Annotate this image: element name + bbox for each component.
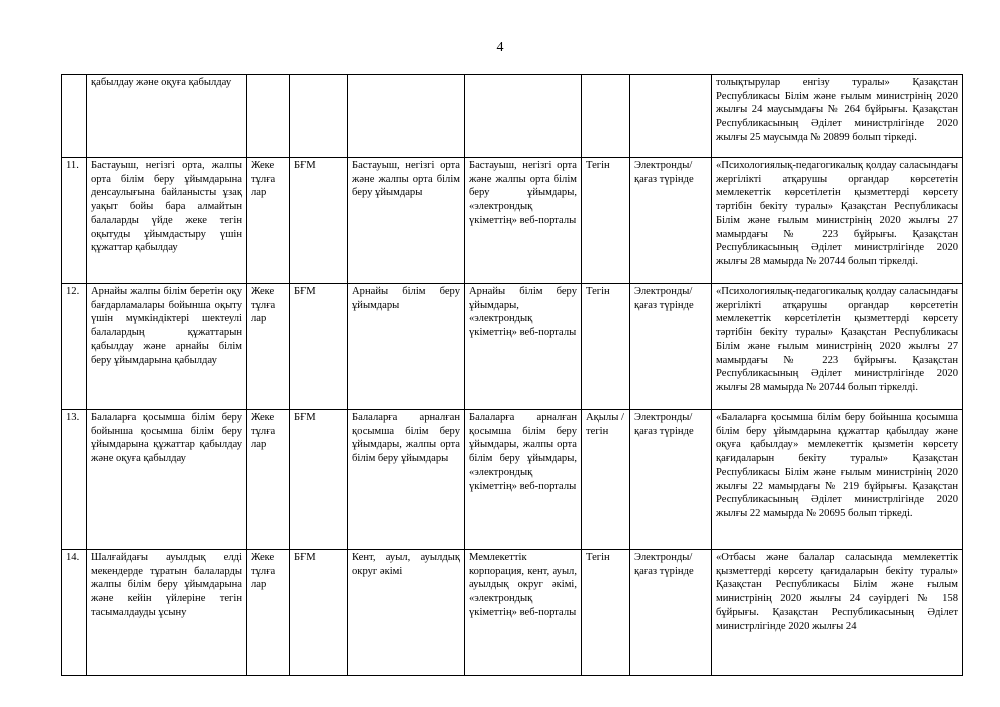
- form: Электронды/ қағаз түрінде: [630, 550, 712, 676]
- legal-basis: «Психологиялық-педагогикалық қолдау саласындағы жергілікті атқарушы органдар көрсететін мемлекеттік көрсетілетін қызметтерді көрсету тәртібін бекіту туралы» Қазақстан Республикасы Білім және ғылым министрінің 2020 жылғы 27 мамырдағы № 223 бұйрығы. Қазақстан Республикасының Әділет министрлігінде 2020 жылғы 28 мамырда № 20744 болып тіркелді.: [712, 284, 963, 410]
- row-number: 11.: [62, 158, 87, 284]
- channel: Балаларға арналған қосымша білім беру ұйымдары, жалпы орта білім беру ұйымдары, «электрондық үкіметтің» веб-порталы: [465, 410, 582, 550]
- channel: Арнайы білім беру ұйымдары, «электрондық үкіметтің» веб-порталы: [465, 284, 582, 410]
- recipient: Жеке тұлға лар: [247, 550, 290, 676]
- service-name: Шалғайдағы ауылдық елді мекендерде тұратын балаларды жалпы білім беру ұйымдарына және кейін үйлеріне тегін тасымалдауды ұсыну: [87, 550, 247, 676]
- recipient: Жеке тұлға лар: [247, 410, 290, 550]
- table-row: [62, 158, 963, 284]
- table-row: [62, 75, 963, 158]
- page-number: 4: [496, 40, 504, 55]
- recipient: Жеке тұлға лар: [247, 158, 290, 284]
- ministry: БҒМ: [290, 158, 348, 284]
- legal-basis: «Психологиялық-педагогикалық қолдау саласындағы жергілікті атқарушы органдар көрсететін мемлекеттік көрсетілетін қызметтерді көрсету тәртібін бекіту туралы» Қазақстан Республикасы Білім және ғылым министрінің 2020 жылғы 27 мамырдағы № 223 бұйрығы. Қазақстан Республикасының Әділет министрлігінде 2020 жылғы 28 мамырда № 20744 болып тіркелді.: [712, 158, 963, 284]
- provider: Кент, ауыл, ауылдық округ әкімі: [348, 550, 465, 676]
- row-number: 14.: [62, 550, 87, 676]
- channel: [465, 75, 582, 158]
- row-number: 12.: [62, 284, 87, 410]
- channel: Бастауыш, негізгі орта және жалпы орта білім беру ұйымдары, «электрондық үкіметтің» веб-порталы: [465, 158, 582, 284]
- legal-basis: «Балаларға қосымша білім беру бойынша қосымша білім беру ұйымдарына құжаттар қабылдау және оқуға қабылдау» мемлекеттік қызметін көрсету қағидаларын бекіту туралы» Қазақстан Республикасы Білім және ғылым министрінің 2020 жылғы 22 мамырдағы № 219 бұйрығы. Қазақстан Республикасының Әділет министрлігінде 2020 жылғы 22 мамырда № 20695 болып тіркеді.: [712, 410, 963, 550]
- recipient: [247, 75, 290, 158]
- ministry: [290, 75, 348, 158]
- provider: Бастауыш, негізгі орта және жалпы орта білім беру ұйымдары: [348, 158, 465, 284]
- channel: Мемлекеттік корпорация, кент, ауыл, ауылдық округ әкімі, «электрондық үкіметтің» веб-порталы: [465, 550, 582, 676]
- fee: Тегін: [582, 550, 630, 676]
- service-name: Арнайы жалпы білім беретін оқу бағдарламалары бойынша оқыту үшін мүмкіндіктері шектеулі балалардың құжаттарын қабылдау және арнайы білім беру ұйымдарына қабылдау: [87, 284, 247, 410]
- form: Электронды/ қағаз түрінде: [630, 284, 712, 410]
- legal-basis: толықтырулар енгізу туралы» Қазақстан Республикасы Білім және ғылым министрінің 2020 жылғы 24 маусымдағы № 264 бұйрығы. Қазақстан Республикасының Әділет министрлігінде 2020 жылғы 25 маусымда № 20899 болып тіркеді.: [712, 75, 963, 158]
- fee: Ақылы /тегін: [582, 410, 630, 550]
- service-name: қабылдау және оқуға қабылдау: [87, 75, 247, 158]
- ministry: БҒМ: [290, 550, 348, 676]
- fee: Тегін: [582, 284, 630, 410]
- recipient: Жеке тұлға лар: [247, 284, 290, 410]
- ministry: БҒМ: [290, 410, 348, 550]
- table-row: [62, 550, 963, 676]
- row-number: 13.: [62, 410, 87, 550]
- legal-basis: «Отбасы және балалар саласында мемлекеттік қызметтерді көрсету қағидаларын бекіту туралы» Қазақстан Республикасы Білім және ғылым министрінің 2020 жылғы 24 сәуірдегі № 158 бұйрығы. Қазақстан Республикасының Әділет министрлігінде 2020 жылғы 24: [712, 550, 963, 676]
- fee: Тегін: [582, 158, 630, 284]
- form: Электронды/ қағаз түрінде: [630, 410, 712, 550]
- row-number: [62, 75, 87, 158]
- form: [630, 75, 712, 158]
- table-row: [62, 410, 963, 550]
- service-name: Бастауыш, негізгі орта, жалпы орта білім беру ұйымдарына денсаулығына байланысты ұзақ уақыт бойы бара алмайтын балаларды үйде жеке тегін оқытуды ұйымдастыру үшін құжаттар қабылдау: [87, 158, 247, 284]
- ministry: БҒМ: [290, 284, 348, 410]
- provider: Балаларға арналған қосымша білім беру ұйымдары, жалпы орта білім беру ұйымдары: [348, 410, 465, 550]
- services-table: [61, 74, 963, 676]
- form: Электронды/ қағаз түрінде: [630, 158, 712, 284]
- table-row: [62, 284, 963, 410]
- fee: [582, 75, 630, 158]
- provider: [348, 75, 465, 158]
- provider: Арнайы білім беру ұйымдары: [348, 284, 465, 410]
- service-name: Балаларға қосымша білім беру бойынша қосымша білім беру ұйымдарына құжаттар қабылдау және оқуға қабылдау: [87, 410, 247, 550]
